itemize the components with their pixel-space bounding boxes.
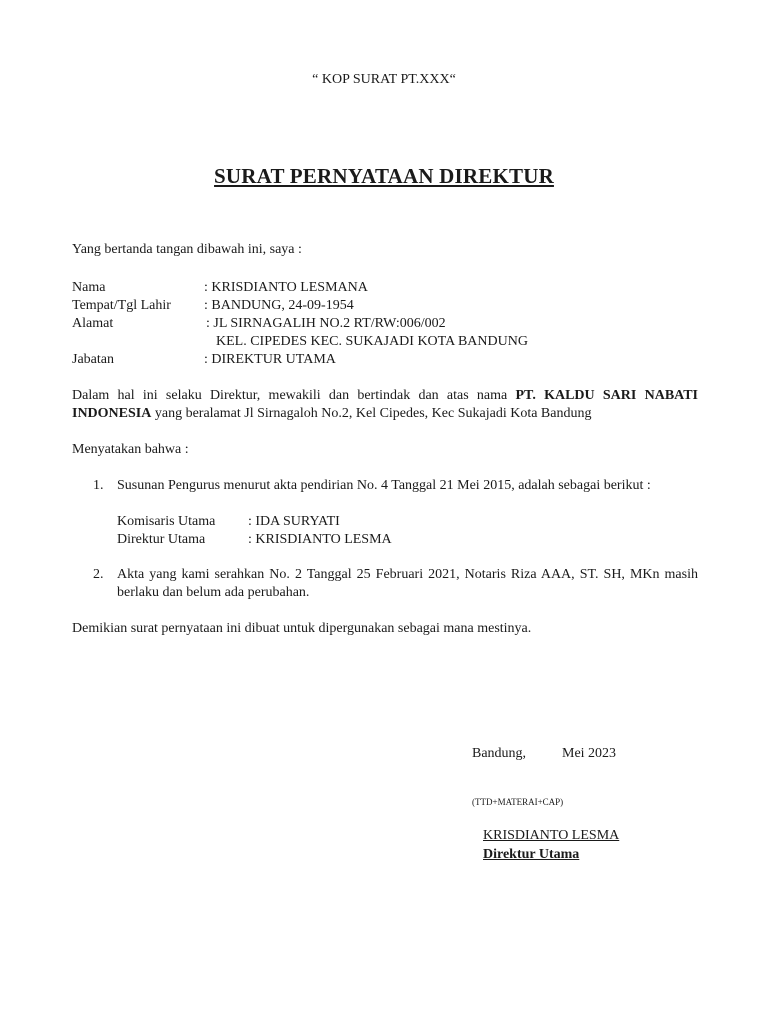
intro-text: Yang bertanda tangan dibawah ini, saya : — [72, 242, 302, 257]
item-1-number: 1. — [93, 478, 104, 493]
alamat-label: Alamat — [72, 316, 114, 331]
jabatan-value: : DIREKTUR UTAMA — [204, 352, 336, 367]
direktur-value: : KRISDIANTO LESMA — [248, 532, 392, 547]
alamat-value-line1: : JL SIRNAGALIH NO.2 RT/RW:006/002 — [206, 316, 446, 331]
nama-label: Nama — [72, 280, 106, 295]
signatory-role: Direktur Utama — [483, 847, 580, 862]
komisaris-value: : IDA SURYATI — [248, 514, 340, 529]
statement-before: Dalam hal ini selaku Direktur, mewakili dan bertindak dan atas nama — [72, 388, 508, 403]
letterhead-placeholder: “ KOP SURAT PT.XXX“ — [312, 72, 456, 87]
ttl-value: : BANDUNG, 24-09-1954 — [204, 298, 354, 313]
signatory-name: KRISDIANTO LESMA — [483, 828, 620, 843]
closing-text: Demikian surat pernyataan ini dibuat untuk dipergunakan sebagai mana mestinya. — [72, 621, 532, 636]
alamat-value-line2: KEL. CIPEDES KEC. SUKAJADI KOTA BANDUNG — [216, 334, 528, 349]
nama-value: : KRISDIANTO LESMANA — [204, 280, 368, 295]
jabatan-label: Jabatan — [72, 352, 114, 367]
declares-heading: Menyatakan bahwa : — [72, 442, 189, 457]
sign-date: Mei 2023 — [562, 746, 617, 761]
komisaris-label: Komisaris Utama — [117, 514, 216, 529]
direktur-label: Direktur Utama — [117, 532, 206, 547]
sign-place: Bandung, — [472, 746, 527, 761]
statement-after: yang beralamat Jl Sirnagaloh No.2, Kel Cipedes, Kec Sukajadi Kota Bandung — [154, 406, 592, 421]
statement-paragraph — [72, 387, 698, 423]
signature-stamp-note: (TTD+MATERAI+CAP) — [472, 797, 564, 807]
item-2-text: Akta yang kami serahkan No. 2 Tanggal 25 Februari 2021, Notaris Riza AAA, ST. SH, MKn masih berlaku dan belum ada perubahan. — [117, 567, 698, 600]
company-name: PT. KALDU SARI NABATI INDONESIA — [72, 388, 699, 421]
document-title: SURAT PERNYATAAN DIREKTUR — [214, 164, 554, 188]
ttl-label: Tempat/Tgl Lahir — [72, 298, 171, 313]
item-1-text: Susunan Pengurus menurut akta pendirian No. 4 Tanggal 21 Mei 2015, adalah sebagai berikut : — [117, 478, 651, 493]
item-2-number: 2. — [93, 567, 104, 582]
